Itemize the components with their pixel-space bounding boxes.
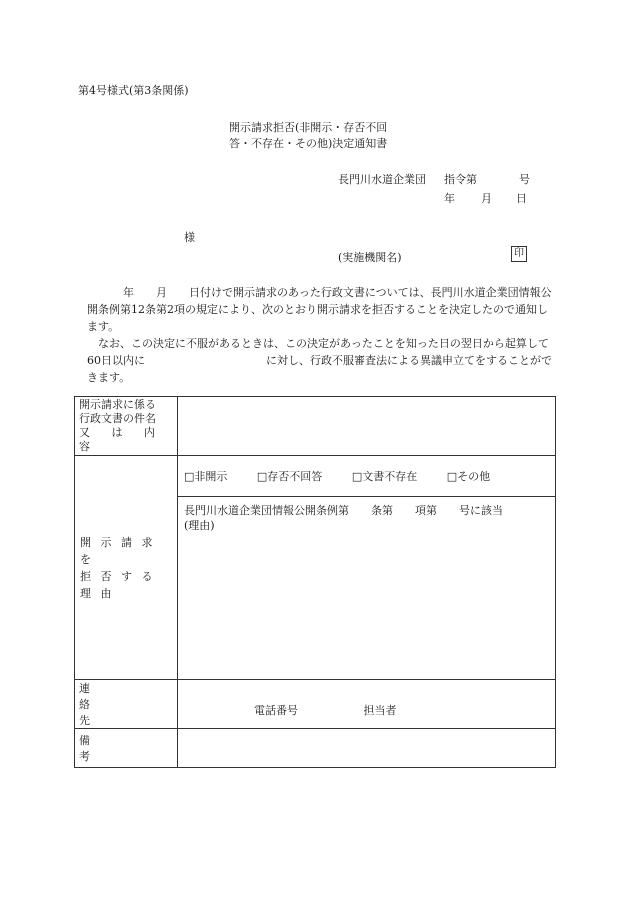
issue-date — [444, 190, 527, 206]
issuer-org: 長門川水道企業団 — [338, 173, 426, 186]
document-title — [229, 120, 387, 152]
issuer-number-suffix: 号 — [519, 173, 530, 186]
notice-body — [87, 284, 555, 386]
label-document-line-3: 又 は 内 容 — [79, 426, 164, 453]
contact-phone-label: 電話番号 — [254, 704, 298, 717]
field-document[interactable] — [178, 397, 556, 456]
issuer-number-prefix: 指令第 — [444, 173, 477, 186]
row-reason-checks — [75, 456, 556, 497]
label-reason-line-1: 開 示 請 求 を — [80, 535, 156, 566]
label-reason — [75, 456, 178, 680]
checkbox-document-nonexistent[interactable]: □文書不存在 — [351, 470, 418, 483]
row-remarks — [75, 729, 556, 768]
seal-mark: 印 — [511, 246, 527, 262]
label-document-line-2: 行政文書の件名 — [79, 412, 156, 425]
row-contact — [75, 680, 556, 729]
checkbox-non-disclosure[interactable]: □非開示 — [184, 470, 228, 483]
notice-table — [74, 396, 556, 768]
date-month: 月 — [481, 192, 492, 205]
label-document-line-1: 開示請求に係る — [79, 398, 156, 411]
reason-checkboxes — [178, 456, 556, 497]
label-document — [75, 397, 178, 456]
notice-paragraph-1: 年 月 日付けで開示請求のあった行政文書については、長門川水道企業団情報公開条例第12条第2項の規定により、次のとおり開示請求を拒否することを決定したので通知します。 — [87, 286, 552, 333]
reason-label: (理由) — [184, 519, 215, 532]
recipient-suffix: 様 — [184, 231, 195, 244]
checkbox-other[interactable]: □その他 — [446, 470, 491, 483]
reason-ordinance: 長門川水道企業団情報公開条例第 条第 項第 号に該当 — [184, 504, 503, 517]
field-reason[interactable] — [178, 497, 556, 680]
form-id: 第4号様式(第3条関係) — [78, 84, 189, 97]
label-contact-text: 連 絡 先 — [79, 682, 153, 727]
field-contact[interactable] — [178, 680, 556, 729]
title-line-2: 答・不存在・その他)決定通知書 — [229, 137, 388, 150]
label-remarks — [75, 729, 202, 768]
label-reason-line-2: 拒 否 す る 理 由 — [80, 569, 156, 600]
label-remarks-text: 備 考 — [79, 734, 202, 763]
field-remarks[interactable] — [178, 729, 556, 768]
row-document — [75, 397, 556, 456]
agency-label: (実施機関名) — [338, 251, 402, 264]
issuer-block — [338, 170, 530, 190]
date-year: 年 — [444, 192, 455, 205]
notice-paragraph-2: なお、この決定に不服があるときは、この決定があったことを知った日の翌日から起算して60日以内に に対し、行政不服審査法による異議申立てをすることができます。 — [87, 337, 552, 384]
title-line-1: 開示請求拒否(非開示・存否不回 — [229, 121, 388, 134]
contact-person-label: 担当者 — [363, 704, 397, 717]
label-contact — [75, 680, 178, 729]
date-day: 日 — [516, 192, 527, 205]
checkbox-neither-confirm-nor-deny[interactable]: □存否不回答 — [256, 470, 323, 483]
